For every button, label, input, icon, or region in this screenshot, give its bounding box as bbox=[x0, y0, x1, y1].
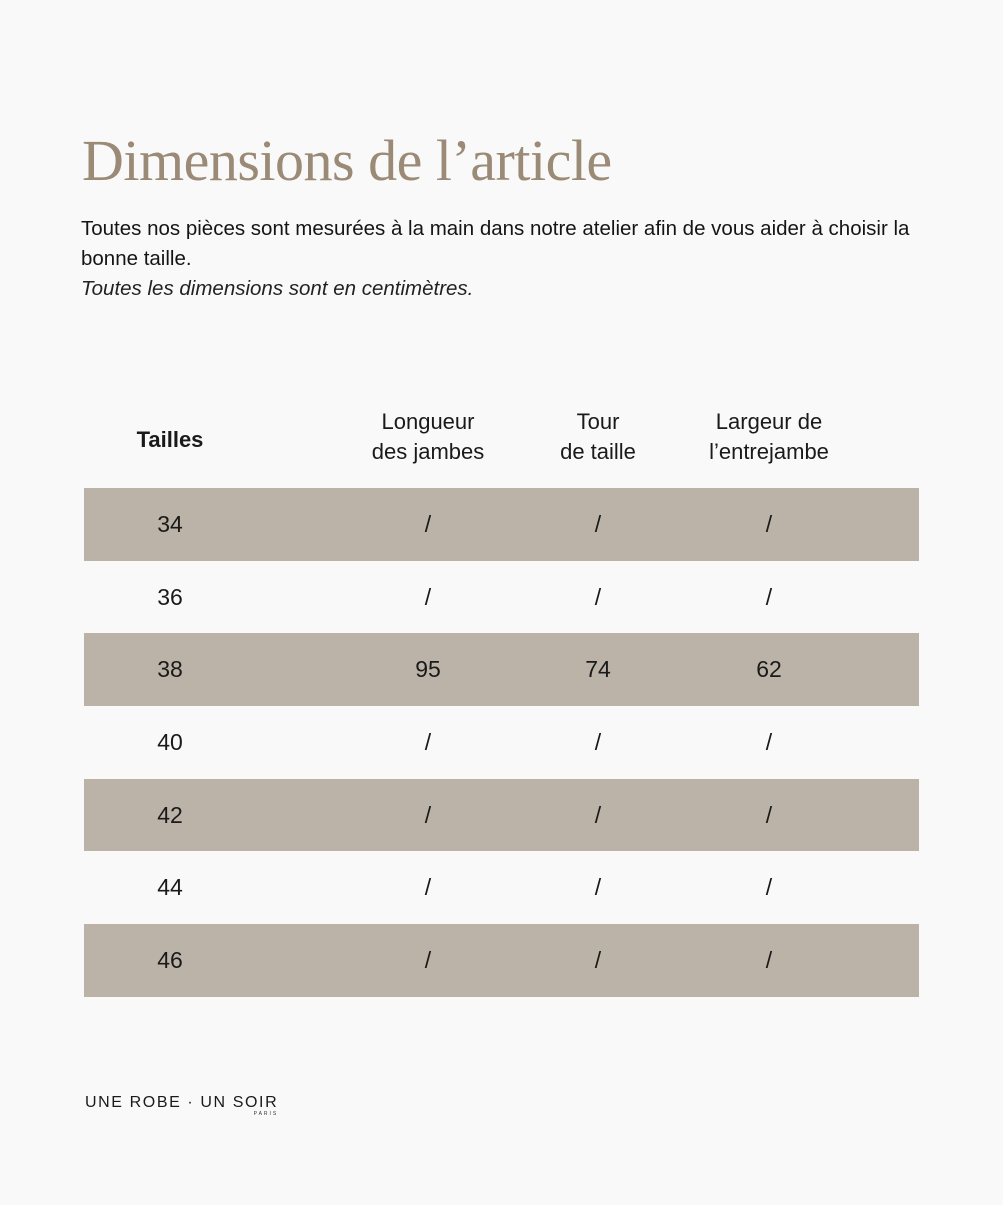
inseam-width-cell: / bbox=[765, 874, 773, 901]
leg-length-cell: / bbox=[424, 874, 432, 901]
header-inseam-l2: l’entrejambe bbox=[709, 439, 829, 464]
size-cell: 36 bbox=[157, 583, 183, 610]
inseam-width-cell: / bbox=[765, 510, 773, 537]
inseam-width-cell: / bbox=[765, 583, 773, 610]
waist-cell: / bbox=[594, 510, 602, 537]
header-inseam-width bbox=[679, 407, 859, 467]
leg-length-cell: / bbox=[424, 801, 432, 828]
header-sizes: Tailles bbox=[136, 427, 204, 452]
header-leg-length-l1: Longueur bbox=[381, 409, 475, 434]
size-cell: 44 bbox=[157, 874, 183, 901]
size-cell: 34 bbox=[157, 510, 183, 537]
table-row bbox=[84, 779, 919, 852]
header-leg-length-l2: des jambes bbox=[371, 439, 485, 464]
header-inseam-l1: Largeur de bbox=[715, 409, 823, 434]
brand-logo bbox=[85, 1094, 279, 1117]
size-cell: 46 bbox=[157, 946, 183, 973]
intro-description: Toutes nos pièces sont mesurées à la main dans notre atelier afin de vous aider à choisir la bonne taille. bbox=[81, 217, 910, 270]
table-row bbox=[84, 706, 919, 779]
size-cell: 42 bbox=[157, 801, 183, 828]
leg-length-cell: / bbox=[424, 583, 432, 610]
table-row bbox=[84, 561, 919, 634]
header-leg-length bbox=[343, 407, 513, 467]
brand-name: UNE ROBE · UN SOIR bbox=[85, 1094, 279, 1111]
waist-cell: / bbox=[594, 583, 602, 610]
table-row bbox=[84, 488, 919, 561]
waist-cell: / bbox=[594, 946, 602, 973]
inseam-width-cell: / bbox=[765, 946, 773, 973]
table-row bbox=[84, 851, 919, 924]
intro-text bbox=[81, 214, 941, 304]
inseam-width-cell: / bbox=[765, 801, 773, 828]
inseam-width-cell: 62 bbox=[756, 656, 782, 683]
leg-length-cell: 95 bbox=[415, 656, 441, 683]
waist-cell: 74 bbox=[585, 656, 611, 683]
page-title: Dimensions de l’article bbox=[82, 128, 612, 193]
table-header bbox=[84, 400, 919, 488]
waist-cell: / bbox=[594, 728, 602, 755]
table-row bbox=[84, 924, 919, 997]
header-waist-l1: Tour bbox=[576, 409, 620, 434]
inseam-width-cell: / bbox=[765, 728, 773, 755]
units-note: Toutes les dimensions sont en centimètres. bbox=[81, 277, 474, 300]
header-waist-l2: de taille bbox=[560, 439, 636, 464]
brand-city: PARIS bbox=[253, 1111, 279, 1117]
size-table bbox=[84, 400, 919, 997]
leg-length-cell: / bbox=[424, 946, 432, 973]
leg-length-cell: / bbox=[424, 728, 432, 755]
header-waist bbox=[528, 407, 668, 467]
leg-length-cell: / bbox=[424, 510, 432, 537]
table-row bbox=[84, 633, 919, 706]
size-cell: 38 bbox=[157, 656, 183, 683]
size-cell: 40 bbox=[157, 728, 183, 755]
waist-cell: / bbox=[594, 874, 602, 901]
table-body bbox=[84, 488, 919, 997]
waist-cell: / bbox=[594, 801, 602, 828]
